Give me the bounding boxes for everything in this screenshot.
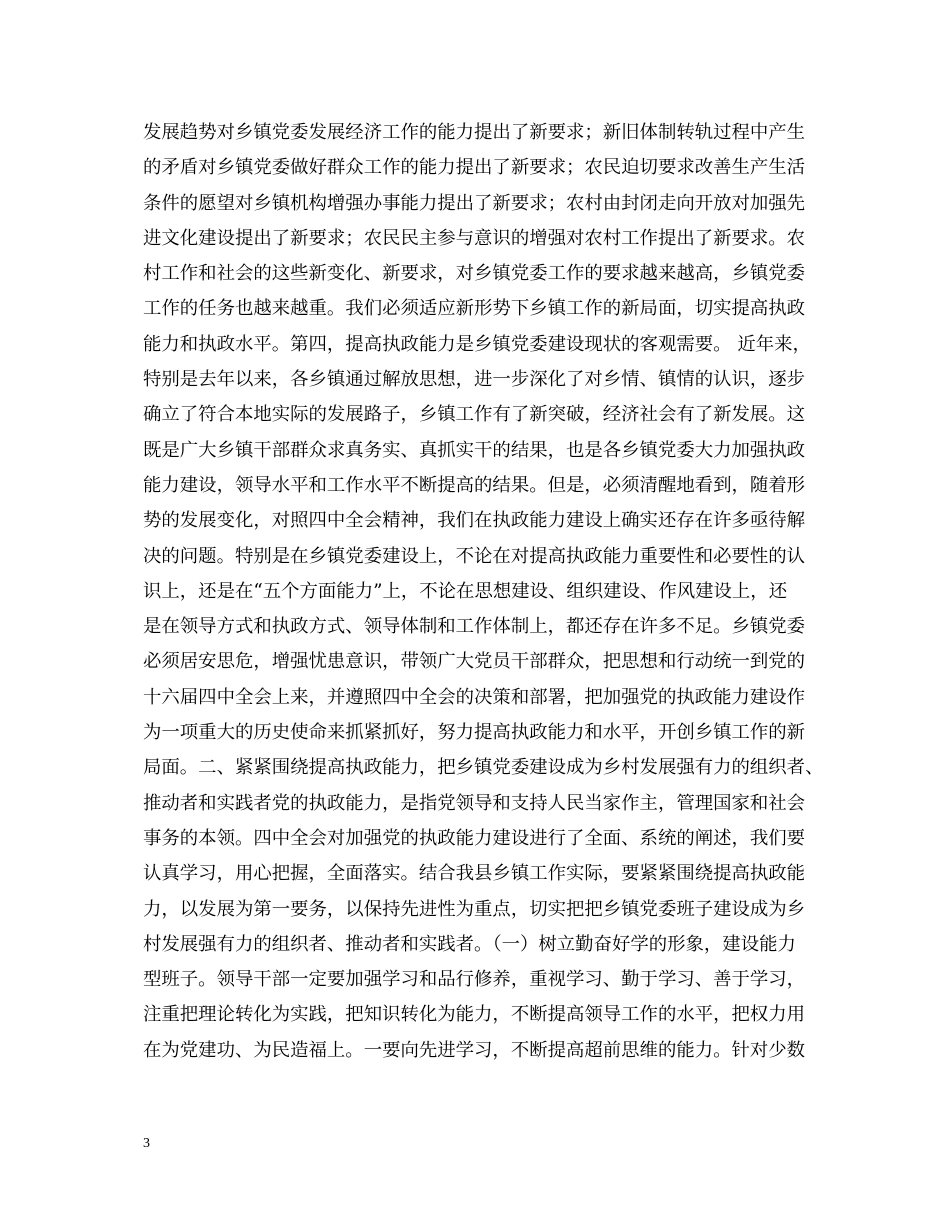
text-line: 是在领导方式和执政方式、领导体制和工作体制上，都还存在许多不足。乡镇党委 (143, 616, 806, 638)
text-line: 进文化建设提出了新要求；农民民主参与意识的增强对农村工作提出了新要求。农 (143, 227, 806, 249)
text-line: 发展趋势对乡镇党委发展经济工作的能力提出了新要求；新旧体制转轨过程中产生 (143, 122, 806, 143)
text-line: 必须居安思危，增强忧患意识，带领广大党员干部群众，把思想和行动统一到党的 (143, 651, 806, 673)
text-line: 十六届四中全会上来，并遵照四中全会的决策和部署，把加强党的执政能力建设作 (143, 686, 806, 708)
text-line: 局面。二、紧紧围绕提高执政能力，把乡镇党委建设成为乡村发展强有力的组织者、 (143, 757, 824, 779)
body-text (143, 115, 823, 1068)
text-line: 型班子。领导干部一定要加强学习和品行修养，重视学习、勤于学习、善于学习， (143, 969, 806, 991)
page-number: 3 (143, 1136, 150, 1151)
text-line: 认真学习，用心把握，全面落实。结合我县乡镇工作实际，要紧紧围绕提高执政能 (143, 863, 806, 885)
text-line: 注重把理论转化为实践，把知识转化为能力，不断提高领导工作的水平，把权力用 (143, 1004, 806, 1026)
text-line: 决的问题。特别是在乡镇党委建设上，不论在对提高执政能力重要性和必要性的认 (143, 545, 806, 567)
text-line: 能力建设，领导水平和工作水平不断提高的结果。但是，必须清醒地看到，随着形 (143, 474, 806, 496)
text-line: 推动者和实践者党的执政能力，是指党领导和支持人民当家作主，管理国家和社会 (143, 792, 806, 814)
text-line: 既是广大乡镇干部群众求真务实、真抓实干的结果，也是各乡镇党委大力加强执政 (143, 439, 806, 461)
text-line: 特别是去年以来，各乡镇通过解放思想，进一步深化了对乡情、镇情的认识，逐步 (143, 369, 806, 391)
text-line: 在为党建功、为民造福上。一要向先进学习，不断提高超前思维的能力。针对少数 (143, 1039, 806, 1061)
text-line: 村发展强有力的组织者、推动者和实践者。（一）树立勤奋好学的形象，建设能力 (143, 933, 796, 955)
text-line: 村工作和社会的这些新变化、新要求，对乡镇党委工作的要求越来越高，乡镇党委 (143, 263, 806, 285)
text-line: 识上，还是在“五个方面能力”上，不论在思想建设、组织建设、作风建设上，还 (143, 580, 788, 602)
text-line: 确立了符合本地实际的发展路子，乡镇工作有了新突破，经济社会有了新发展。这 (143, 404, 806, 426)
text-line: 条件的愿望对乡镇机构增强办事能力提出了新要求；农村由封闭走向开放对加强先 (143, 192, 806, 214)
text-line: 事务的本领。四中全会对加强党的执政能力建设进行了全面、系统的阐述，我们要 (143, 827, 806, 849)
text-line: 力，以发展为第一要务，以保持先进性为重点，切实把把乡镇党委班子建设成为乡 (143, 898, 806, 920)
text-line: 势的发展变化，对照四中全会精神，我们在执政能力建设上确实还存在许多亟待解 (143, 510, 806, 532)
text-line: 工作的任务也越来越重。我们必须适应新形势下乡镇工作的新局面，切实提高执政 (143, 298, 806, 320)
text-line: 能力和执政水平。第四，提高执政能力是乡镇党委建设现状的客观需要。 近年来， (143, 333, 811, 355)
text-line: 的矛盾对乡镇党委做好群众工作的能力提出了新要求；农民迫切要求改善生产生活 (143, 157, 806, 179)
text-line: 为一项重大的历史使命来抓紧抓好，努力提高执政能力和水平，开创乡镇工作的新 (143, 722, 806, 744)
